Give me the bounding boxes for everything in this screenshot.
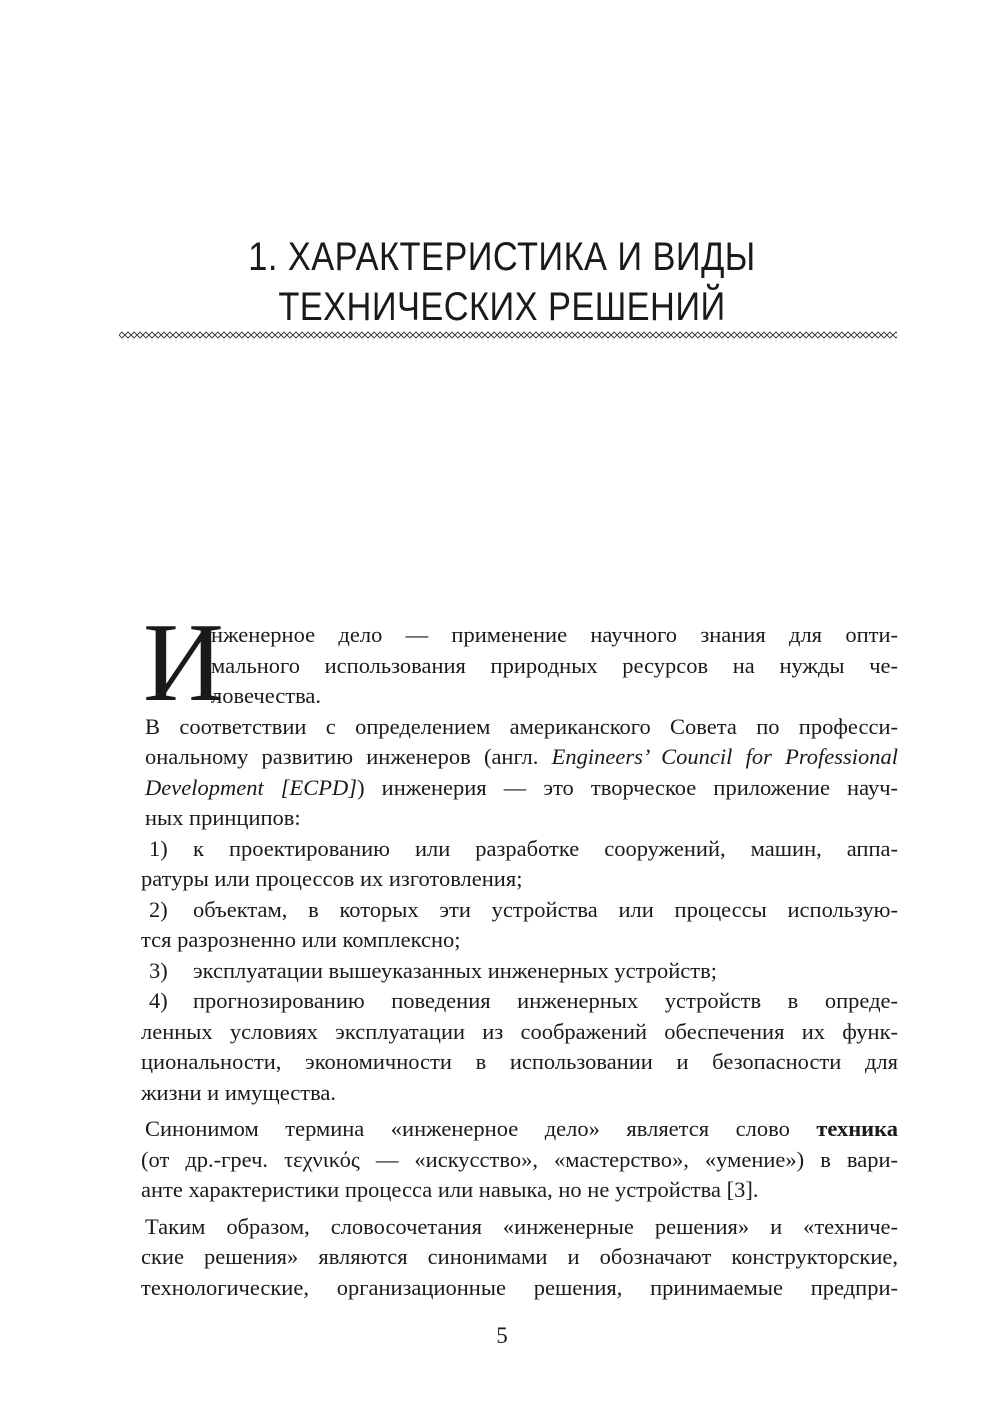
text-line: Development [ECPD]) инженерия — это творческое приложение науч- xyxy=(145,774,899,800)
principles-list xyxy=(141,834,898,1109)
text-line: мального использования природных ресурсов на нужды че- xyxy=(211,652,898,678)
text-line: ские решения» являются синонимами и обозначают конструкторские, xyxy=(141,1244,898,1269)
text-line: технологические, организационные решения, принимаемые предпри- xyxy=(141,1274,898,1300)
chapter-title xyxy=(70,232,933,332)
paragraph-synonym xyxy=(141,1114,898,1206)
text-line: Таким образом, словосочетания «инженерные решения» и «техниче- xyxy=(145,1213,898,1239)
text-line: нженерное дело — применение научного знания для опти- xyxy=(211,622,898,647)
page-number: 5 xyxy=(496,1323,508,1348)
text-line: В соответствии с определением американского Совета по професси- xyxy=(145,713,898,739)
intro-paragraph xyxy=(143,601,898,725)
list-item: 4) прогнозированию поведения инженерных устройств в опреде- ленных условиях эксплуатации из соображений обеспечения их функ- циональности, экономичности в использовании и безопасности для жизни и имущества. xyxy=(141,988,898,1105)
text-line: (от др.-греч. τεχνικός — «искусство», «мастерство», «умение») в вари- xyxy=(141,1146,898,1172)
paragraph-definition xyxy=(145,712,898,834)
body-text xyxy=(141,601,899,1303)
list-number: 1) xyxy=(149,835,168,861)
text-line: ональному развитию инженеров (англ. Engineers’ Council for Professional xyxy=(145,744,899,769)
list-item: 1) к проектированию или разработке сооружений, машин, аппа- ратуры или процессов их изготовления; xyxy=(141,835,898,891)
chapter-title-line-1: 1. ХАРАКТЕРИСТИКА И ВИДЫ xyxy=(248,235,756,279)
text-line: Синонимом термина «инженерное дело» является слово техника xyxy=(145,1116,898,1141)
english-term-abbr: Development [ECPD] xyxy=(145,774,358,800)
paragraph-conclusion xyxy=(141,1212,898,1304)
list-number: 2) xyxy=(149,896,168,922)
drop-cap: И xyxy=(143,601,224,725)
english-term: Engineers’ Council for Professional xyxy=(551,744,899,769)
bold-term: техника xyxy=(816,1116,898,1141)
list-item: 2) объектам, в которых эти устройства или процессы использую- тся разрозненно или комплексно; xyxy=(141,896,898,952)
text-line: ных принципов: xyxy=(145,805,301,830)
list-number: 3) xyxy=(149,957,168,983)
list-number: 4) xyxy=(149,988,168,1013)
list-item: 3) эксплуатации вышеуказанных инженерных устройств; xyxy=(145,956,898,987)
ornamental-divider xyxy=(119,331,897,339)
text-line: ловечества. xyxy=(211,683,322,708)
text-line: анте характеристики процесса или навыка, но не устройства [3]. xyxy=(141,1177,759,1202)
chapter-title-line-2: ТЕХНИЧЕСКИХ РЕШЕНИЙ xyxy=(278,285,726,329)
